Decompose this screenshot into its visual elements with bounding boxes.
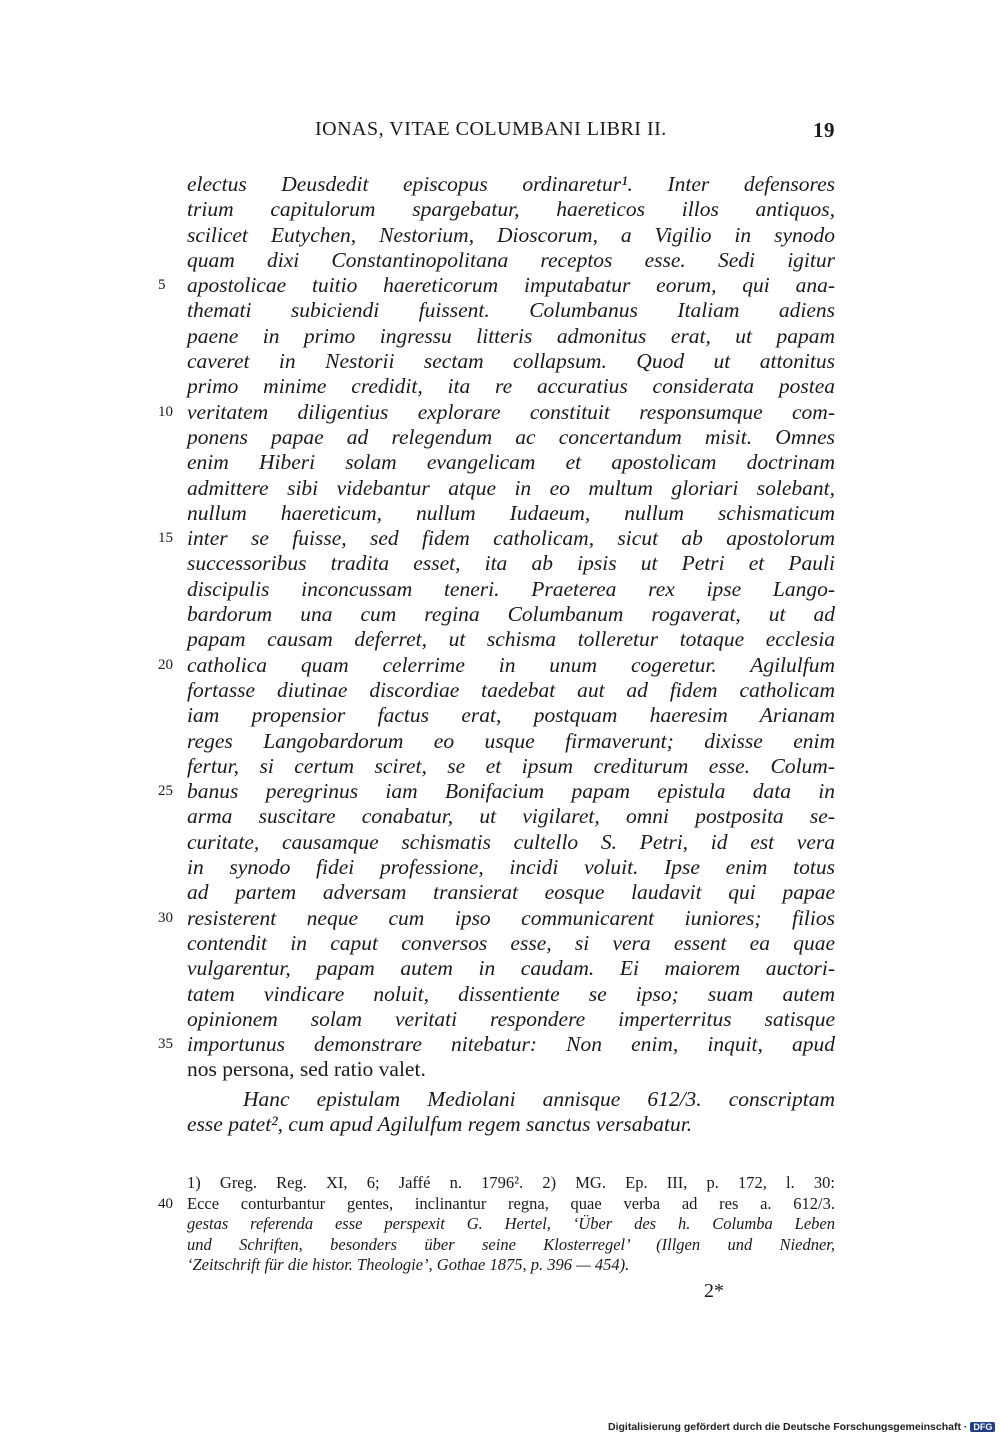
line-text: admittere sibi videbantur atque in eo multum gloriari solebant,: [187, 475, 835, 500]
line-text: enim Hiberi solam evangelicam et apostolicam doctrinam: [187, 450, 835, 475]
text-line: [187, 248, 835, 273]
text-line: [187, 476, 835, 501]
footnote-line: [187, 1214, 835, 1235]
footnote-text: gestas referenda esse perspexit G. Hertel, ‘Über des h. Columba Leben: [187, 1214, 835, 1233]
text-line: [187, 703, 835, 728]
text-line: [187, 729, 835, 754]
text-line: [187, 804, 835, 829]
text-line: [187, 1087, 835, 1112]
text-line: [187, 577, 835, 602]
line-text: primo minime credidit, ita re accuratius considerata postea: [187, 374, 835, 399]
line-text: Hanc epistulam Mediolani annisque 612/3. conscriptam: [243, 1086, 835, 1111]
line-text: fortasse diutinae discordiae taedebat aut ad fidem catholicam: [187, 677, 835, 702]
dfg-logo: DFG: [970, 1422, 995, 1432]
footnote-text: 1) Greg. Reg. XI, 6; Jaffé n. 1796². 2) MG. Ep. III, p. 172, l. 30:: [187, 1173, 835, 1192]
main-text-block: [158, 172, 835, 1137]
text-line: [187, 172, 835, 197]
line-text: nullum haereticum, nullum Iudaeum, nullum schismaticum: [187, 500, 835, 525]
line-number: 25: [158, 783, 173, 800]
footnote-line: [187, 1173, 835, 1194]
line-number: 40: [158, 1195, 173, 1212]
text-line: [187, 602, 835, 627]
line-text: vulgarentur, papam autem in caudam. Ei maiorem auctori-: [187, 956, 835, 981]
line-text: inter se fuisse, sed fidem catholicam, sicut ab apostolorum: [187, 526, 835, 551]
text-line: [158, 273, 835, 298]
line-text: caveret in Nestorii sectam collapsum. Quod ut attonitus: [187, 349, 835, 374]
text-line: [187, 425, 835, 450]
page-number: 19: [813, 118, 835, 142]
line-text: paene in primo ingressu litteris admonitus erat, ut papam: [187, 323, 835, 348]
line-number: 15: [158, 530, 173, 547]
line-text: bardorum una cum regina Columbanum rogaverat, ut ad: [187, 602, 835, 627]
footnote-text: Ecce conturbantur gentes, inclinantur regna, quae verba ad res a. 612/3.: [187, 1193, 835, 1213]
text-line: [187, 1112, 835, 1137]
text-line: [187, 349, 835, 374]
text-line: [158, 779, 835, 804]
footnotes-block: [158, 1173, 835, 1276]
line-number: 10: [158, 403, 173, 420]
line-number: 35: [158, 1036, 173, 1053]
line-text: reges Langobardorum eo usque firmaverunt; dixisse enim: [187, 728, 835, 753]
text-line: [187, 678, 835, 703]
line-text: importunus demonstrare nitebatur: Non enim, inquit, apud: [187, 1032, 835, 1057]
text-line: [187, 450, 835, 475]
line-text: veritatem diligentius explorare constituit responsumque com-: [187, 399, 835, 424]
line-text: trium capitulorum spargebatur, haereticos illos antiquos,: [187, 197, 835, 222]
text-line: [158, 652, 835, 678]
line-text: opinionem solam veritati respondere imperterritus satisque: [187, 1006, 835, 1031]
line-text: in synodo fidei professione, incidi voluit. Ipse enim totus: [187, 855, 835, 880]
line-text: nos persona, sed ratio valet.: [187, 1057, 426, 1082]
text-line: [187, 931, 835, 956]
text-line: [187, 855, 835, 880]
line-number: 30: [158, 909, 173, 926]
footnote-line: [187, 1235, 835, 1256]
line-text: themati subiciendi fuissent. Columbanus Italiam adiens: [187, 298, 835, 323]
text-line: [187, 1007, 835, 1032]
line-text: contendit in caput conversos esse, si vera essent ea quae: [187, 930, 835, 955]
text-line: [187, 982, 835, 1007]
line-text: arma suscitare conabatur, ut vigilaret, omni postposita se-: [187, 804, 835, 829]
footnote-line: [158, 1193, 835, 1215]
line-text: successoribus tradita esset, ita ab ipsis ut Petri et Pauli: [187, 551, 835, 576]
text-line: [158, 905, 835, 931]
line-text: esse patet², cum apud Agilulfum regem sanctus versabatur.: [187, 1111, 693, 1136]
line-text: catholica quam celerrime in unum cogeretur. Agilulfum: [187, 652, 835, 677]
line-text: fertur, si certum sciret, se et ipsum crediturum esse. Colum-: [187, 753, 835, 778]
running-title: IONAS, VITAE COLUMBANI LIBRI II.: [315, 118, 667, 140]
signature-mark: 2*: [704, 1280, 724, 1302]
line-text: ad partem adversam transierat eosque laudavit qui papae: [187, 880, 835, 905]
text-line: [187, 754, 835, 779]
text-line: [187, 830, 835, 855]
line-text: ponens papae ad relegendum ac concertandum misit. Omnes: [187, 424, 835, 449]
line-text: iam propensior factus erat, postquam haeresim Arianam: [187, 703, 835, 728]
text-line: [187, 374, 835, 399]
text-line: [187, 551, 835, 576]
line-text: electus Deusdedit episcopus ordinaretur¹. Inter defensores: [187, 172, 835, 196]
footnote-line: [187, 1255, 835, 1276]
line-text: quam dixi Constantinopolitana receptos esse. Sedi igitur: [187, 247, 835, 272]
line-text: papam causam deferret, ut schisma tolleretur totaque ecclesia: [187, 627, 835, 652]
digitization-credit: [608, 1421, 995, 1433]
text-line: [187, 880, 835, 905]
footnote-text: ‘Zeitschrift für die histor. Theologie’, Gothae 1875, p. 396 — 454).: [187, 1255, 630, 1274]
line-text: resisterent neque cum ipso communicarent iuniores; filios: [187, 905, 835, 930]
text-line: [158, 526, 835, 551]
line-text: banus peregrinus iam Bonifacium papam epistula data in: [187, 779, 835, 804]
text-line: [187, 627, 835, 652]
text-line: [187, 197, 835, 222]
text-line: [158, 1032, 835, 1057]
credit-text: Digitalisierung gefördert durch die Deutsche Forschungsgemeinschaft ·: [608, 1421, 968, 1433]
footnote-text: und Schriften, besonders über seine Klosterregel’ (Illgen und Niedner,: [187, 1234, 835, 1254]
line-number: 20: [158, 656, 173, 673]
line-number: 5: [158, 277, 166, 294]
line-text: scilicet Eutychen, Nestorium, Dioscorum, a Vigilio in synodo: [187, 222, 835, 247]
text-line: [187, 298, 835, 323]
line-text: tatem vindicare noluit, dissentiente se ipso; suam autem: [187, 981, 835, 1006]
text-line: [187, 501, 835, 526]
line-text: curitate, causamque schismatis cultello S. Petri, id est vera: [187, 829, 835, 854]
text-line: [187, 956, 835, 981]
text-line: [158, 399, 835, 425]
line-text: apostolicae tuitio haereticorum imputabatur eorum, qui ana-: [187, 273, 835, 298]
text-line: [187, 223, 835, 248]
line-text: discipulis inconcussam teneri. Praeterea rex ipse Lango-: [187, 576, 835, 601]
text-line: [187, 324, 835, 349]
text-line: [187, 1057, 835, 1082]
